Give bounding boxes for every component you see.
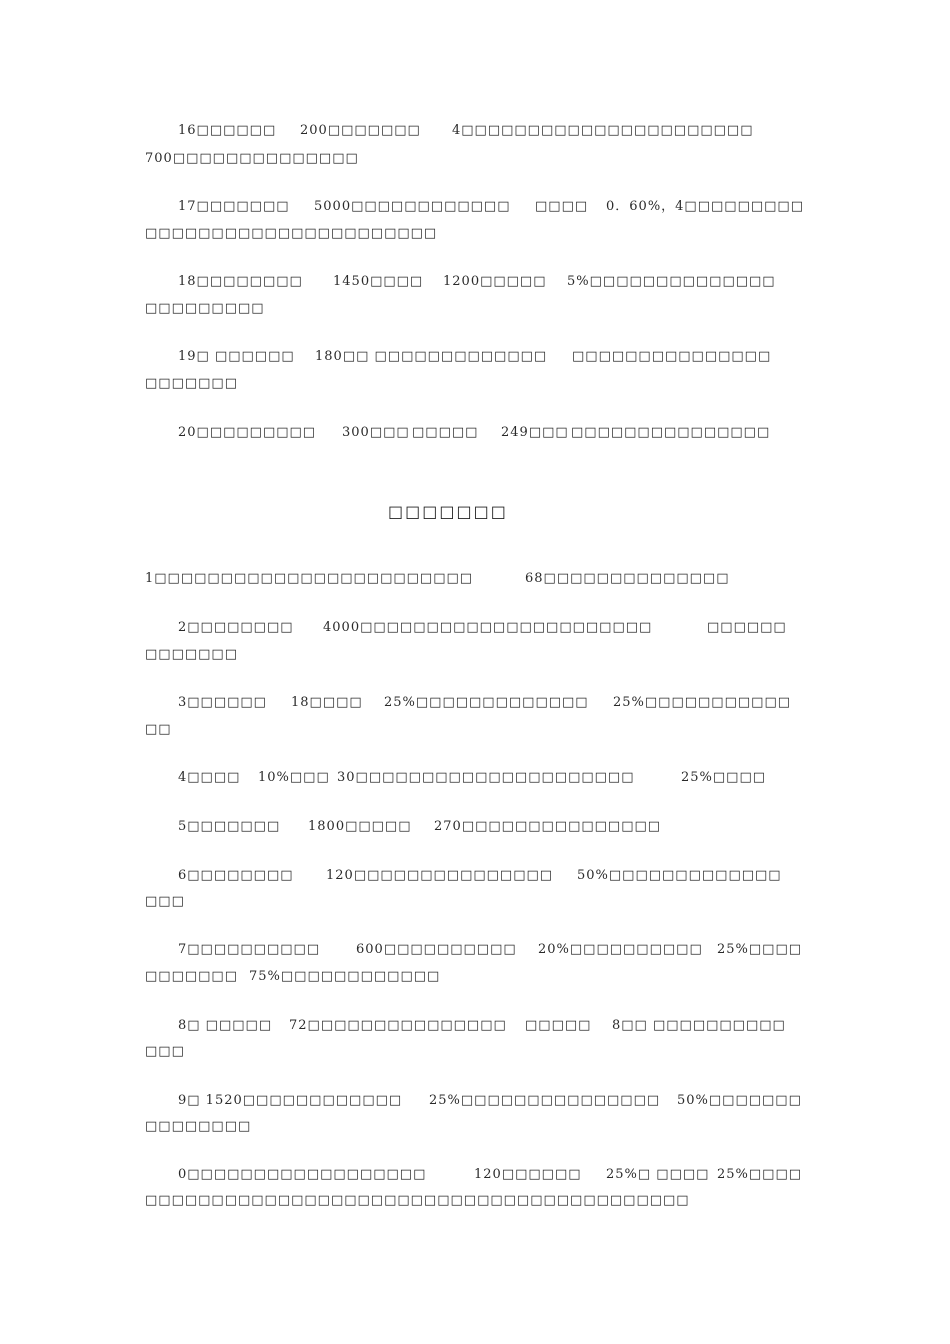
item-10-line-1-part-2: 120□□□□□□ [474, 1167, 582, 1182]
item-16-line-1-part-1: 16□□□□□□ [178, 123, 277, 138]
item-7-line-1-part-4: 25%□□□□ [717, 942, 803, 957]
item-6-line-2-part-1: □□□ [145, 894, 185, 909]
item-10-line-1-part-1: 0□□□□□□□□□□□□□□□□□□ [178, 1167, 427, 1182]
item-6-line-1-part-3: 50%□□□□□□□□□□□□□ [577, 868, 782, 883]
item-10-line-1-part-3: 25%□ □□□□ [606, 1167, 710, 1182]
item-20-line-1-part-5: □□□□□□□□□□□□□□□ [571, 425, 771, 440]
item-3-line-1-part-2: 18□□□□ [291, 695, 363, 710]
item-20-line-1-part-3: □□□□□ [412, 425, 479, 440]
item-16-line-1-part-3: 4□□□□□□□□□□□□□□□□□□□□□□ [452, 123, 754, 138]
item-8-line-2-part-1: □□□ [145, 1044, 185, 1059]
item-18-line-1-part-4: 5%□□□□□□□□□□□□□□ [567, 274, 776, 289]
item-20-line-1-part-1: 20□□□□□□□□□ [178, 425, 317, 440]
item-4-line-1-part-1: 4□□□□ [178, 770, 241, 785]
item-4-line-1-part-2: 10%□□□ [258, 770, 330, 785]
item-17-line-1-part-4: 0．60%，4□□□□□□□□□ [606, 199, 804, 214]
item-18-line-1-part-3: 1200□□□□□ [443, 274, 547, 289]
item-19-line-1-part-3: □□□□□□□□□□□□□□□ [572, 349, 772, 364]
item-4-line-1-part-3: 30□□□□□□□□□□□□□□□□□□□□□ [337, 770, 635, 785]
item-2-line-1-part-1: 2□□□□□□□□ [178, 620, 294, 635]
item-4-line-1-part-4: 25%□□□□ [681, 770, 767, 785]
item-9-line-2-part-1: □□□□□□□□ [145, 1119, 252, 1134]
item-5-line-1-part-2: 1800□□□□□ [308, 819, 412, 834]
item-3-line-2-part-1: □□ [145, 722, 172, 737]
item-20-line-1-part-4: 249□□□ [501, 425, 569, 440]
item-20-line-1-part-2: 300□□□ [342, 425, 410, 440]
item-2-line-1-part-2: 4000□□□□□□□□□□□□□□□□□□□□□□ [323, 620, 653, 635]
section-title: □□□□□□□ [388, 502, 508, 521]
item-3-line-1-part-1: 3□□□□□□ [178, 695, 267, 710]
item-17-line-2-part-1: □□□□□□□□□□□□□□□□□□□□□□ [145, 226, 438, 241]
item-10-line-2-part-1: □□□□□□□□□□□□□□□□□□□□□□□□□□□□□□□□□□□□□□□□□ [145, 1193, 690, 1208]
item-10-line-1-part-4: 25%□□□□ [717, 1167, 803, 1182]
item-6-line-1-part-2: 120□□□□□□□□□□□□□□□ [326, 868, 554, 883]
item-2-line-1-part-3: □□□□□□ [707, 620, 787, 635]
item-3-line-1-part-4: 25%□□□□□□□□□□□ [613, 695, 792, 710]
item-7-line-2-part-2: 75%□□□□□□□□□□□□ [249, 969, 441, 984]
item-16-line-2-part-1: 700□□□□□□□□□□□□□□ [145, 151, 359, 166]
item-1-line-1-part-2: 68□□□□□□□□□□□□□□ [525, 571, 730, 586]
item-2-line-2-part-1: □□□□□□□ [145, 647, 238, 662]
item-6-line-1-part-1: 6□□□□□□□□ [178, 868, 294, 883]
item-9-line-1-part-3: 50%□□□□□□□ [677, 1093, 802, 1108]
item-19-line-1-part-1: 19□ □□□□□□ [178, 349, 295, 364]
item-7-line-1-part-2: 600□□□□□□□□□□ [356, 942, 517, 957]
item-19-line-1-part-2: 180□□ □□□□□□□□□□□□□ [315, 349, 548, 364]
item-18-line-2-part-1: □□□□□□□□□ [145, 301, 265, 316]
item-7-line-2-part-1: □□□□□□□ [145, 969, 238, 984]
item-17-line-1-part-3: □□□□ [535, 199, 589, 214]
item-3-line-1-part-3: 25%□□□□□□□□□□□□□ [384, 695, 589, 710]
item-18-line-1-part-1: 18□□□□□□□□ [178, 274, 303, 289]
item-19-line-2-part-1: □□□□□□□ [145, 376, 238, 391]
item-18-line-1-part-2: 1450□□□□ [333, 274, 424, 289]
item-8-line-1-part-4: 8□□ □□□□□□□□□□ [612, 1018, 786, 1033]
item-7-line-1-part-3: 20%□□□□□□□□□□ [538, 942, 703, 957]
item-8-line-1-part-3: □□□□□ [525, 1018, 592, 1033]
item-17-line-1-part-2: 5000□□□□□□□□□□□□ [314, 199, 511, 214]
item-17-line-1-part-1: 17□□□□□□□ [178, 199, 290, 214]
item-9-line-1-part-1: 9□ 1520□□□□□□□□□□□□ [178, 1093, 403, 1108]
item-5-line-1-part-3: 270□□□□□□□□□□□□□□□ [434, 819, 662, 834]
item-7-line-1-part-1: 7□□□□□□□□□□ [178, 942, 321, 957]
item-8-line-1-part-1: 8□ □□□□□ [178, 1018, 273, 1033]
item-1-line-1-part-1: 1□□□□□□□□□□□□□□□□□□□□□□□□ [145, 571, 474, 586]
item-16-line-1-part-2: 200□□□□□□□ [300, 123, 421, 138]
item-9-line-1-part-2: 25%□□□□□□□□□□□□□□□ [429, 1093, 661, 1108]
item-8-line-1-part-2: 72□□□□□□□□□□□□□□□ [289, 1018, 507, 1033]
item-5-line-1-part-1: 5□□□□□□□ [178, 819, 281, 834]
